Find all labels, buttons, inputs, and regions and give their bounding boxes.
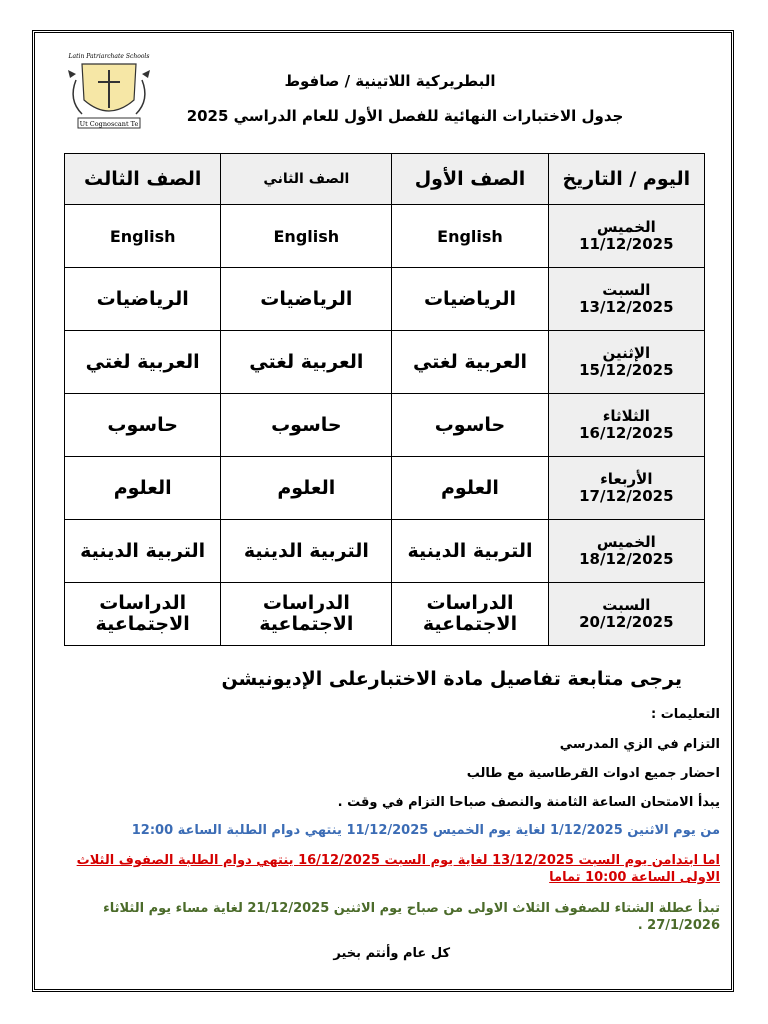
school-logo bbox=[62, 50, 156, 134]
grade-2-subject: الدراسات الاجتماعية bbox=[221, 583, 392, 646]
grade-1-subject: العربية لغتي bbox=[392, 331, 548, 394]
grade-1-subject: العلوم bbox=[392, 457, 548, 520]
exam-date: 16/12/2025 bbox=[579, 424, 674, 442]
table-header-row bbox=[65, 154, 705, 205]
day-date-cell bbox=[548, 268, 704, 331]
svg-text:Latin Patriarchate Schools: Latin Patriarchate Schools bbox=[68, 53, 150, 60]
exam-schedule-table bbox=[64, 153, 705, 646]
table-row bbox=[65, 394, 705, 457]
grade-2-subject: الرياضيات bbox=[221, 268, 392, 331]
day-name: الأربعاء bbox=[600, 470, 653, 488]
day-name: السبت bbox=[602, 281, 651, 299]
table-row bbox=[65, 520, 705, 583]
instruction-item: احضار جميع ادوات القرطاسية مع طالب bbox=[466, 766, 720, 781]
grade-2-subject: التربية الدينية bbox=[221, 520, 392, 583]
grade-1-subject: الرياضيات bbox=[392, 268, 548, 331]
exam-date: 20/12/2025 bbox=[579, 613, 674, 631]
school-name: البطريركية اللاتينية / صافوط bbox=[284, 72, 496, 90]
day-date-cell bbox=[548, 520, 704, 583]
grade-2-subject: العلوم bbox=[221, 457, 392, 520]
dismissal-note-red: اما ابتدامن يوم السبت 13/12/2025 لغاية يوم السبت 16/12/2025 ينتهي دوام الطلبة الصفوف الثلاث الاولى الساعة 10:00 تماما bbox=[76, 853, 720, 885]
grade-3-subject: العلوم bbox=[65, 457, 221, 520]
header-grade-3: الصف الثالث bbox=[65, 154, 221, 205]
table-row bbox=[65, 457, 705, 520]
grade-2-subject: English bbox=[221, 205, 392, 268]
table-row bbox=[65, 205, 705, 268]
exam-date: 15/12/2025 bbox=[579, 361, 674, 379]
day-date-cell bbox=[548, 583, 704, 646]
grade-3-subject: العربية لغتي bbox=[65, 331, 221, 394]
grade-2-subject: حاسوب bbox=[221, 394, 392, 457]
grade-1-subject: التربية الدينية bbox=[392, 520, 548, 583]
day-name: الخميس bbox=[596, 218, 656, 236]
exam-date: 11/12/2025 bbox=[579, 235, 674, 253]
followup-note: يرجى متابعة تفاصيل مادة الاختبارعلى الإديونيشن bbox=[221, 668, 682, 690]
grade-3-subject: الدراسات الاجتماعية bbox=[65, 583, 221, 646]
day-date-cell bbox=[548, 457, 704, 520]
header-grade-1: الصف الأول bbox=[392, 154, 548, 205]
table-row bbox=[65, 268, 705, 331]
day-name: السبت bbox=[602, 596, 651, 614]
dismissal-note-blue: من يوم الاثنين 1/12/2025 لغاية يوم الخميس 11/12/2025 ينتهي دوام الطلبة الساعة 12:00 bbox=[131, 823, 720, 838]
day-date-cell bbox=[548, 205, 704, 268]
table-row bbox=[65, 331, 705, 394]
day-name: الخميس bbox=[596, 533, 656, 551]
svg-text:Ut Cognoscant Te: Ut Cognoscant Te bbox=[79, 120, 139, 128]
grade-2-subject: العربية لغتي bbox=[221, 331, 392, 394]
exam-date: 18/12/2025 bbox=[579, 550, 674, 568]
header-day-date: اليوم / التاريخ bbox=[548, 154, 704, 205]
exam-date: 13/12/2025 bbox=[579, 298, 674, 316]
grade-3-subject: حاسوب bbox=[65, 394, 221, 457]
grade-3-subject: English bbox=[65, 205, 221, 268]
day-date-cell bbox=[548, 331, 704, 394]
day-date-cell bbox=[548, 394, 704, 457]
grade-1-subject: English bbox=[392, 205, 548, 268]
day-name: الإثنين bbox=[602, 344, 651, 362]
grade-3-subject: التربية الدينية bbox=[65, 520, 221, 583]
holiday-note: تبدأ عطلة الشتاء للصفوف الثلاث الاولى من صباح يوم الاثنين 21/12/2025 لغاية مساء يوم الثلاثاء 27/1/2026 . bbox=[103, 901, 720, 933]
grade-3-subject: الرياضيات bbox=[65, 268, 221, 331]
grade-1-subject: الدراسات الاجتماعية bbox=[392, 583, 548, 646]
grade-1-subject: حاسوب bbox=[392, 394, 548, 457]
table-row bbox=[65, 583, 705, 646]
schedule-title: جدول الاختبارات النهائية للفصل الأول للعام الدراسي 2025 bbox=[186, 107, 624, 125]
exam-date: 17/12/2025 bbox=[579, 487, 674, 505]
header-grade-2: الصف الثاني bbox=[221, 154, 392, 205]
instruction-item: يبدأ الامتحان الساعة الثامنة والنصف صباحا التزام في وقت . bbox=[337, 795, 720, 810]
instructions-heading: التعليمات : bbox=[651, 707, 720, 722]
instruction-item: التزام في الزي المدرسي bbox=[559, 737, 720, 752]
closing-greeting: كل عام وأنتم بخير bbox=[333, 946, 450, 961]
day-name: الثلاثاء bbox=[602, 407, 650, 425]
